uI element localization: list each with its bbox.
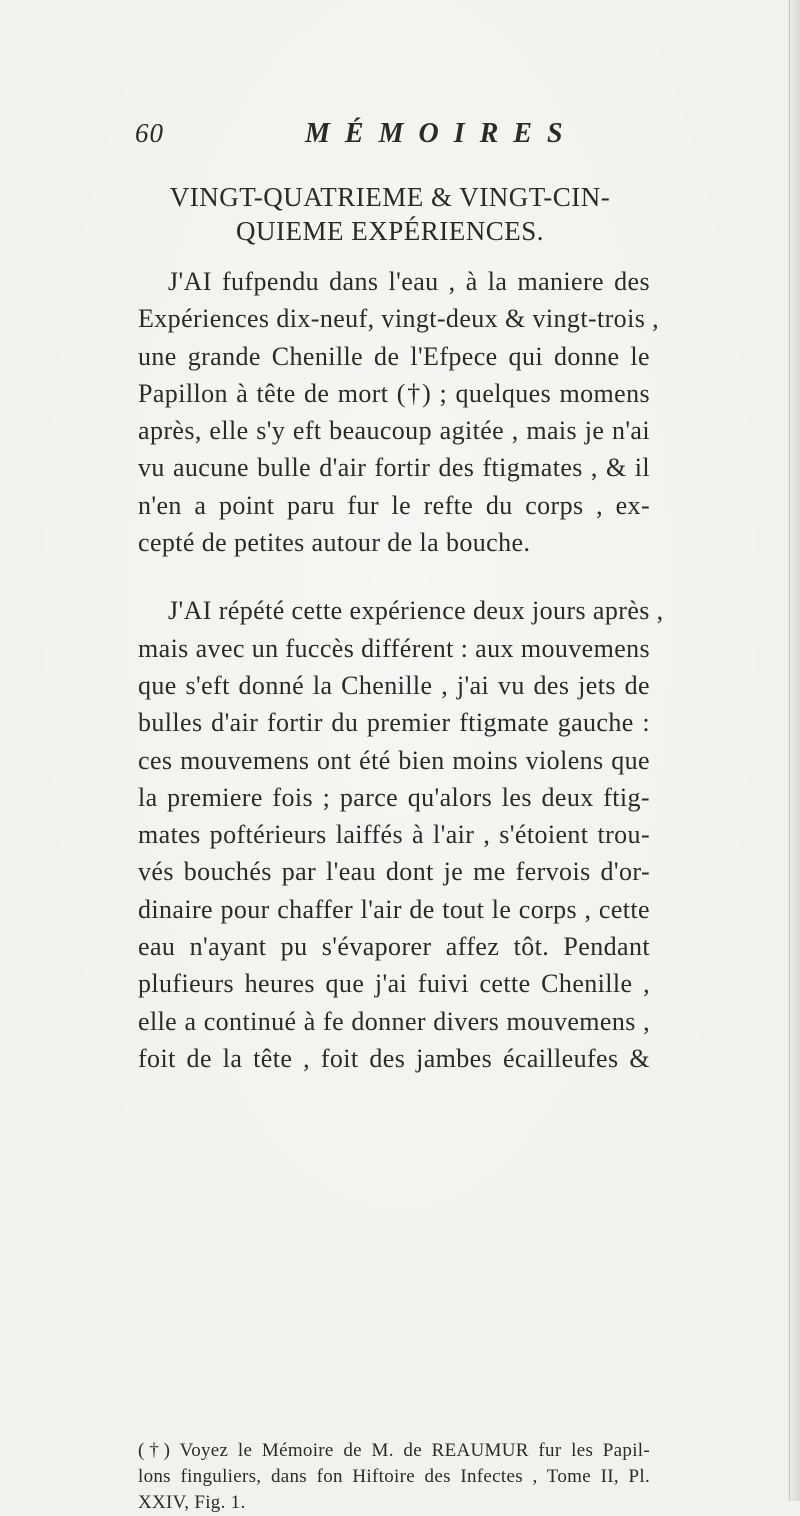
text-line: eau n'ayant pu s'évaporer affez tôt. Pendant: [138, 932, 650, 962]
text-line: J'AI fufpendu dans l'eau , à la maniere des: [168, 267, 650, 296]
text-line: J'AI répété cette expérience deux jours après ,: [168, 596, 664, 626]
text-line: vés bouchés par l'eau dont je me fervois d'or-: [138, 857, 650, 887]
text-line: une grande Chenille de l'Efpece qui donne le: [138, 341, 650, 371]
footnote-line: XXIV, Fig. 1.: [138, 1492, 246, 1513]
paragraph-1: [138, 263, 660, 561]
section-heading-line-1: VINGT-QUATRIEME & VINGT-CIN-: [169, 182, 611, 212]
section-heading-line-2: QUIEME EXPÉRIENCES.: [236, 216, 544, 246]
footnote: [138, 1438, 650, 1516]
text-line: que s'eft donné la Chenille , j'ai vu des jets de: [138, 670, 650, 700]
page-number: 60: [135, 118, 164, 148]
text-line: cepté de petites autour de la bouche.: [138, 528, 531, 558]
section-heading: [130, 180, 650, 248]
text-line: dinaire pour chaffer l'air de tout le corps , cette: [138, 894, 650, 924]
page-edge-line: [789, 0, 790, 1501]
running-title: MÉMOIRES: [305, 118, 578, 149]
paragraph-gap: [138, 561, 650, 592]
text-line: n'en a point paru fur le refte du corps , ex-: [138, 490, 650, 520]
paragraph-2: [138, 592, 664, 1077]
running-head: [0, 118, 800, 158]
footnote-line: lons finguliers, dans fon Hiftoire des Infectes , Tome II, Pl.: [138, 1466, 650, 1487]
text-line: plufieurs heures que j'ai fuivi cette Chenille ,: [138, 969, 650, 999]
body-text: [138, 263, 664, 1077]
text-line: mais avec un fuccès différent : aux mouvemens: [138, 633, 651, 663]
text-line: la premiere fois ; parce qu'alors les deux ftig-: [138, 782, 650, 812]
text-line: bulles d'air fortir du premier ftigmate gauche :: [138, 708, 650, 738]
text-line: elle a continué à fe donner divers mouvemens ,: [138, 1006, 650, 1036]
text-line: Papillon à tête de mort (†) ; quelques momens: [138, 378, 650, 408]
footnote-line: (†) Voyez le Mémoire de M. de REAUMUR fur les Papil-: [138, 1440, 650, 1461]
text-line: foit de la tête , foit des jambes écailleufes &: [138, 1043, 650, 1073]
text-line: après, elle s'y eft beaucoup agitée , mais je n'ai: [138, 416, 650, 446]
text-line: vu aucune bulle d'air fortir des ftigmates , & il: [138, 453, 650, 483]
text-line: mates poftérieurs laiffés à l'air , s'étoient trou-: [138, 820, 650, 850]
text-line: Expériences dix-neuf, vingt-deux & vingt-trois ,: [138, 304, 660, 334]
text-line: ces mouvemens ont été bien moins violens que: [138, 745, 650, 775]
